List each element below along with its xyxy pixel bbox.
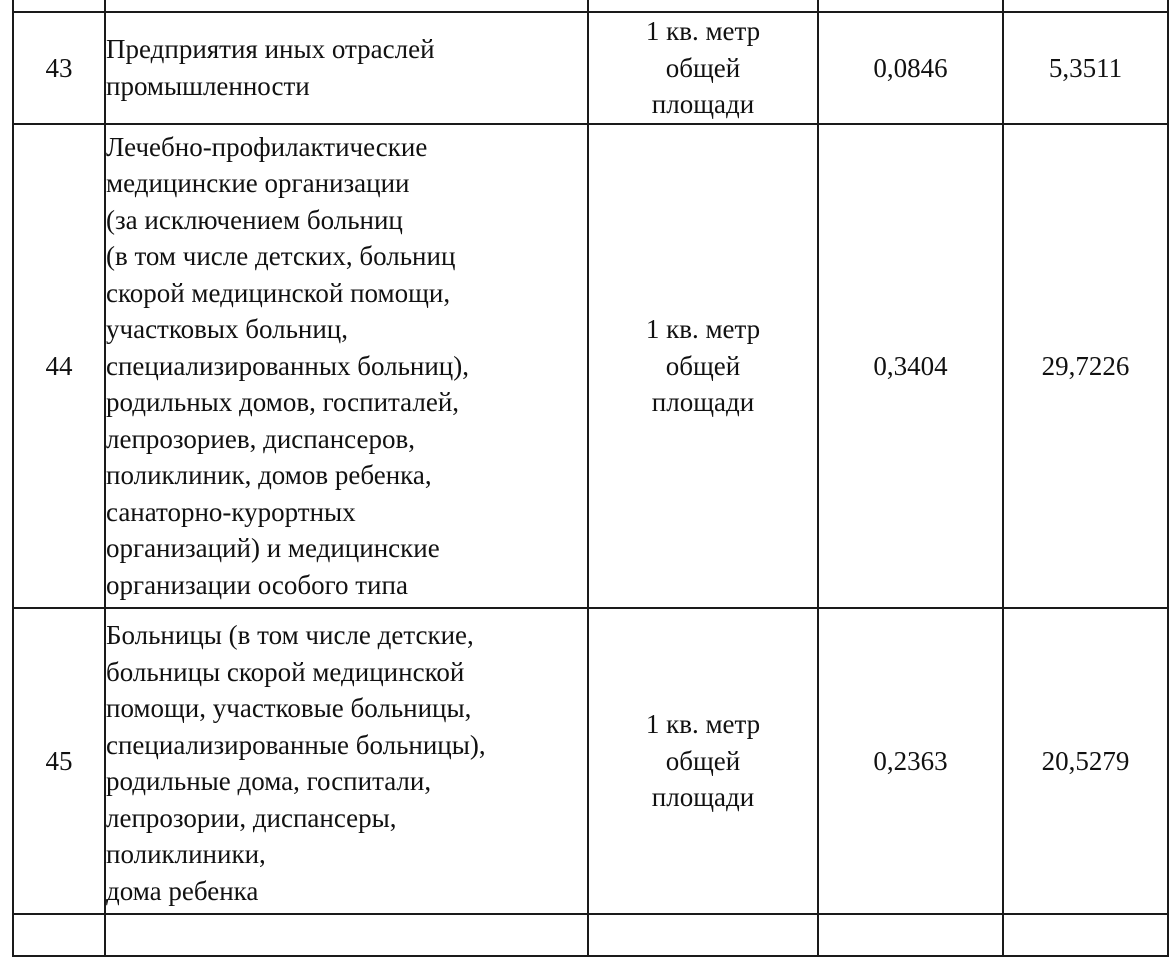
table-cell (818, 914, 1003, 956)
table-cell (105, 0, 588, 12)
table-row (13, 12, 1168, 124)
row-value-1: 0,3404 (818, 124, 1003, 609)
tariff-table (12, 0, 1169, 957)
row-value-2: 20,5279 (1003, 608, 1168, 914)
row-unit: 1 кв. метр общей площади (588, 124, 818, 609)
table-cell (13, 0, 105, 12)
row-number: 44 (13, 124, 105, 609)
row-name: Больницы (в том числе детские, больницы скорой медицинской помощи, участковые больницы, специализированные больницы), родильные дома, госпитали, лепрозории, диспансеры, поликлиники, дома ребенка (105, 608, 588, 914)
row-value-2: 5,3511 (1003, 12, 1168, 124)
row-value-1: 0,2363 (818, 608, 1003, 914)
table-cell (588, 0, 818, 12)
table-cell (588, 914, 818, 956)
table-cell (818, 0, 1003, 12)
table-cell (1003, 914, 1168, 956)
table-row (13, 608, 1168, 914)
table-row-partial-bottom (13, 914, 1168, 956)
table-cell (105, 914, 588, 956)
row-unit: 1 кв. метр общей площади (588, 12, 818, 124)
row-value-1: 0,0846 (818, 12, 1003, 124)
table-cell (13, 914, 105, 956)
row-unit: 1 кв. метр общей площади (588, 608, 818, 914)
row-value-2: 29,7226 (1003, 124, 1168, 609)
row-number: 45 (13, 608, 105, 914)
row-name: Лечебно-профилактические медицинские организации (за исключением больниц (в том числе детских, больниц скорой медицинской помощи, участковых больниц, специализированных больниц), родильных домов, госпиталей, лепрозориев, диспансеров, поликлиник, домов ребенка, санаторно-курортных организаций) и медицинские организации особого типа (105, 124, 588, 609)
table-row (13, 124, 1168, 609)
table-cell (1003, 0, 1168, 12)
row-number: 43 (13, 12, 105, 124)
table-row-partial-top (13, 0, 1168, 12)
row-name: Предприятия иных отраслей промышленности (105, 12, 588, 124)
